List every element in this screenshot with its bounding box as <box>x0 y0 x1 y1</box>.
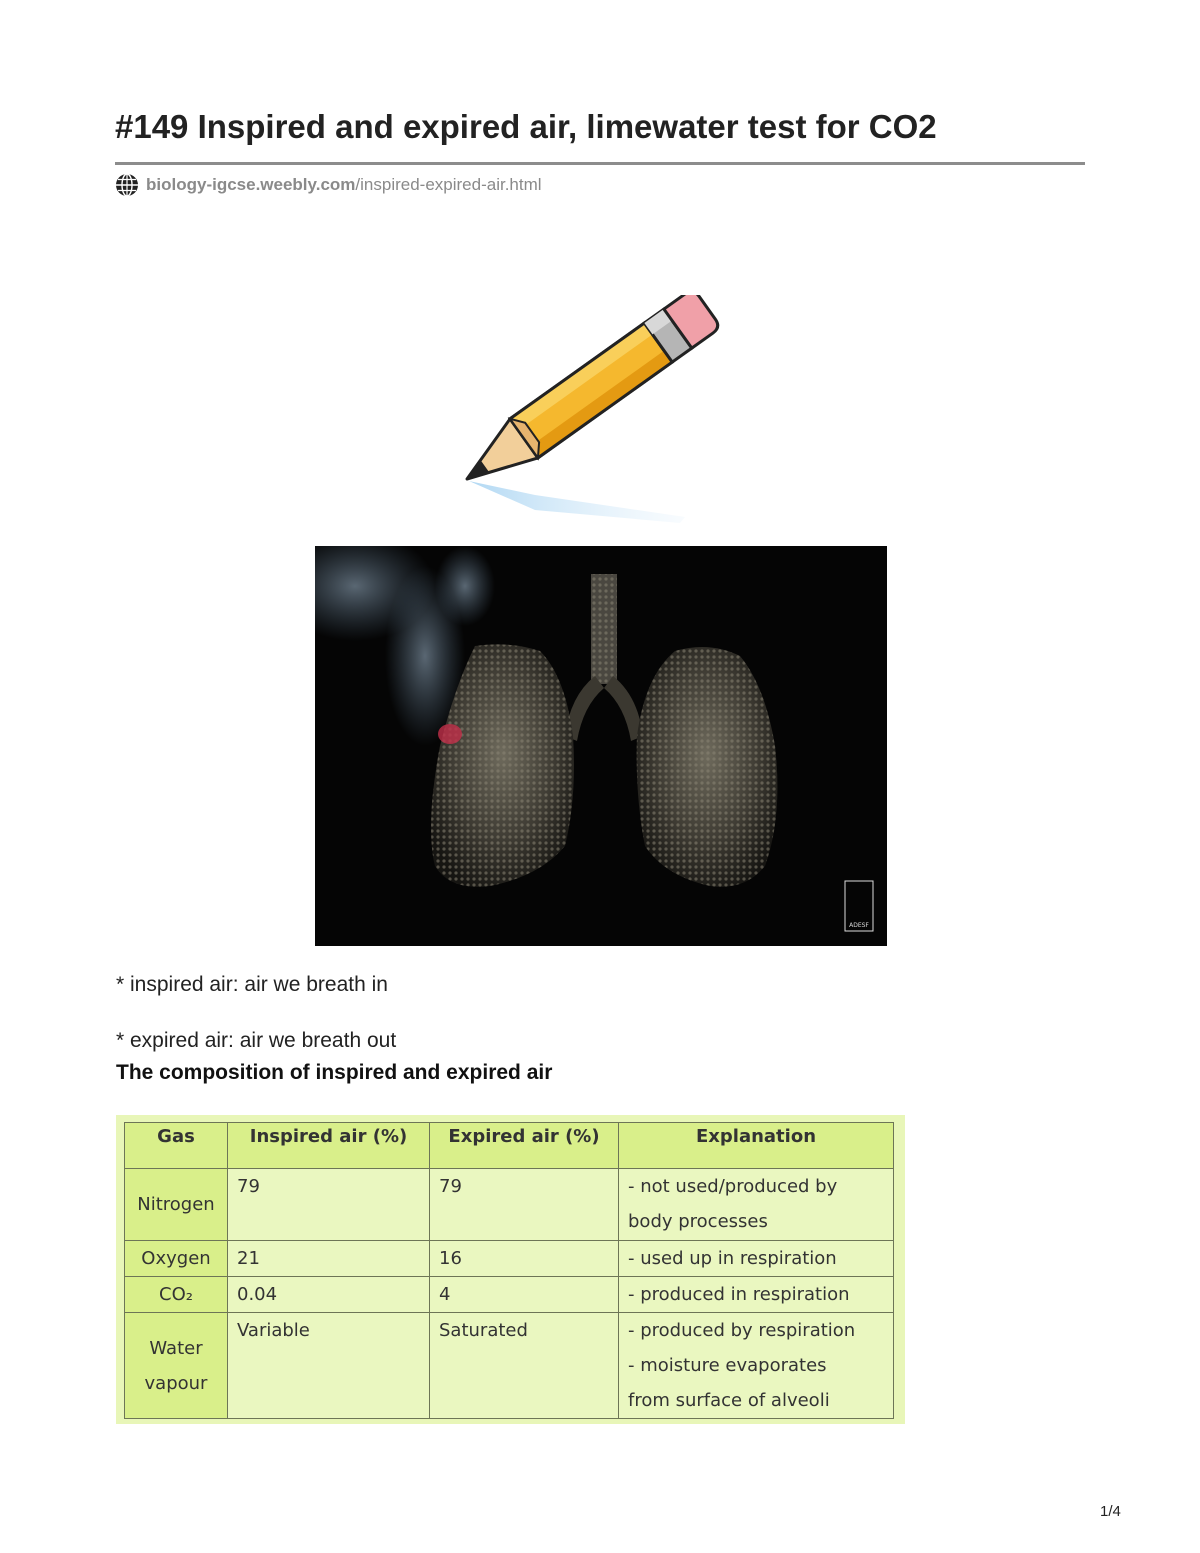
explanation-cell <box>619 1277 894 1313</box>
source-link[interactable] <box>115 173 542 197</box>
header-gas: Gas <box>125 1123 228 1169</box>
definition-expired: * expired air: air we breath out <box>116 1029 397 1052</box>
expired-cell: 4 <box>430 1277 619 1313</box>
composition-table <box>124 1122 894 1419</box>
expired-cell: 16 <box>430 1241 619 1277</box>
table-row <box>125 1169 894 1241</box>
explanation-cell <box>619 1241 894 1277</box>
source-domain[interactable]: biology-igcse.weebly.com <box>146 175 356 194</box>
table-header-row <box>125 1123 894 1169</box>
inspired-cell: Variable <box>228 1313 430 1419</box>
globe-icon <box>115 173 139 197</box>
inspired-cell: 0.04 <box>228 1277 430 1313</box>
page-title: #149 Inspired and expired air, limewater test for CO2 <box>115 108 937 145</box>
header-explanation: Explanation <box>619 1123 894 1169</box>
explanation-line: - moisture evaporates <box>628 1355 827 1376</box>
gas-cell: Water vapour <box>125 1313 228 1419</box>
explanation-cell <box>619 1313 894 1419</box>
explanation-line: body processes <box>628 1211 768 1232</box>
source-path[interactable]: /inspired-expired-air.html <box>355 175 542 194</box>
gas-cell: Nitrogen <box>125 1169 228 1241</box>
table-row <box>125 1241 894 1277</box>
inspired-cell: 79 <box>228 1169 430 1241</box>
composition-table-frame <box>116 1115 905 1424</box>
table-row <box>125 1313 894 1419</box>
pencil-icon <box>455 295 755 530</box>
definition-inspired: * inspired air: air we breath in <box>116 973 388 996</box>
gas-cell: CO₂ <box>125 1277 228 1313</box>
page-number: 1/4 <box>1100 1503 1121 1520</box>
explanation-cell <box>619 1169 894 1241</box>
table-row <box>125 1277 894 1313</box>
inspired-cell: 21 <box>228 1241 430 1277</box>
explanation-line: - used up in respiration <box>628 1248 837 1269</box>
header-inspired: Inspired air (%) <box>228 1123 430 1169</box>
header-expired: Expired air (%) <box>430 1123 619 1169</box>
explanation-line: - produced by respiration <box>628 1320 856 1341</box>
explanation-line: - not used/produced by <box>628 1176 838 1197</box>
explanation-line: - produced in respiration <box>628 1284 850 1305</box>
expired-cell: 79 <box>430 1169 619 1241</box>
table-heading: The composition of inspired and expired air <box>116 1061 553 1084</box>
explanation-line: from surface of alveoli <box>628 1390 830 1411</box>
gas-cell: Oxygen <box>125 1241 228 1277</box>
title-divider <box>115 162 1085 165</box>
expired-cell: Saturated <box>430 1313 619 1419</box>
photo-logo-label: ADESF <box>849 922 869 929</box>
smoking-lungs-photo <box>315 546 887 946</box>
